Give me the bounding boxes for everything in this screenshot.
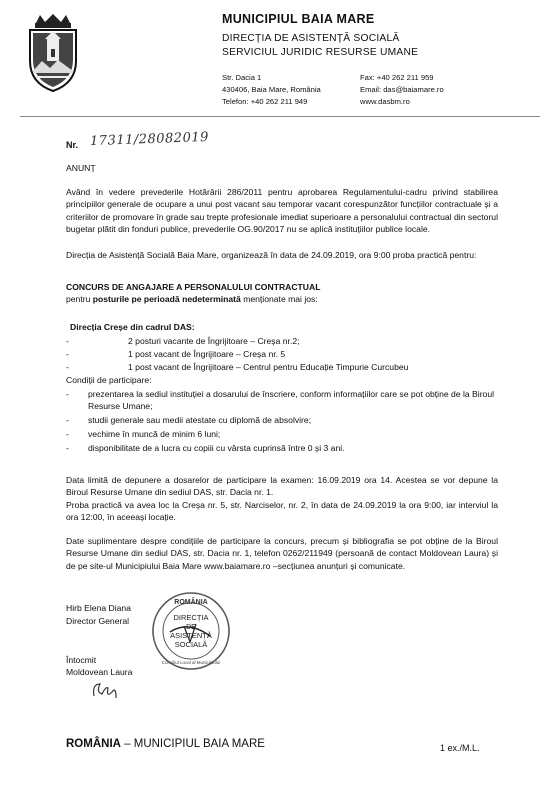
contest-subtitle-bold: posturile pe perioadă nedeterminată bbox=[92, 294, 241, 304]
post-item-text: 1 post vacant de Îngrijitoare – Centrul pentru Educație Timpurie Curcubeu bbox=[128, 362, 409, 372]
directorate-pre: Direcția bbox=[70, 322, 104, 332]
fax-line: Fax: +40 262 211 959 bbox=[360, 73, 434, 82]
conditions-label: Condiții de participare: bbox=[66, 375, 152, 385]
org-title: MUNICIPIUL BAIA MARE bbox=[222, 12, 375, 26]
footer-title-rest: – MUNICIPIUL BAIA MARE bbox=[120, 738, 265, 750]
condition-text: vechime în muncă de minim 6 luni; bbox=[88, 429, 221, 439]
address-line: Telefon: +40 262 211 949 bbox=[222, 97, 308, 106]
address-line: 430406, Baia Mare, România bbox=[222, 85, 321, 94]
practical-test-paragraph: Proba practică va avea loc la Creșa nr. 5, str. Narciselor, nr. 2, în data de 24.09.2019 la ora 9:00, iar interviul la ora 12:00, în aceeași locație. bbox=[66, 500, 498, 523]
department-name: DIRECȚIA DE ASISTENȚĂ SOCIALĂ bbox=[222, 33, 400, 44]
svg-text:DIRECȚIA: DIRECȚIA bbox=[173, 613, 209, 622]
registration-number-label: Nr. bbox=[66, 140, 79, 150]
service-name: SERVICIUL JURIDIC RESURSE UMANE bbox=[222, 47, 419, 58]
signatory-name: Hirb Elena Diana bbox=[66, 603, 131, 613]
prepared-by-name: Moldovean Laura bbox=[66, 667, 133, 677]
organizer-paragraph: Direcția de Asistență Socială Baia Mare, organizează în data de 24.09.2019, ora 9:00 proba practică pentru: bbox=[66, 250, 477, 260]
contest-subtitle-post: menționate mai jos: bbox=[240, 294, 318, 304]
intro-paragraph: Având în vedere prevederile Hotărârii 286/2011 pentru aprobarea Regulamentului-cadru privind stabilirea principiilor generale de ocupare a unui post vacant sau temporar vacant corespunzător funcțiilor contractuale și a criteriilor de promovare în grade sau trepte profesionale imediat superioare a personalului contractual din sectorul bugetar plătit din fonduri publice, prevederile OG.90/2017 nu se aplică instituțiilor publice locale. bbox=[66, 187, 498, 235]
svg-text:Consiliul Local al Municipiulu: Consiliul Local al Municipiului bbox=[161, 660, 221, 665]
condition-text: disponibilitate de a lucra cu copiii cu vârsta cuprinsă între 0 și 3 ani. bbox=[88, 443, 345, 453]
signatory-role: Director General bbox=[66, 616, 130, 626]
condition-text: studii generale sau medii atestate cu diplomă de absolvire; bbox=[88, 415, 312, 425]
post-item: - 1 post vacant de Îngrijitoare – Creșa nr. 5 bbox=[66, 349, 286, 359]
address-line: Str. Dacia 1 bbox=[222, 73, 262, 82]
deadline-paragraph: Data limită de depunere a dosarelor de participare la examen: 16.09.2019 ora 14. Acestea se vor depune la Biroul Resurse Umane din sediul DAS, str. Dacia nr. 1. bbox=[66, 475, 498, 498]
header-divider bbox=[20, 116, 540, 117]
contact-block bbox=[360, 72, 444, 108]
condition-item: - prezentarea la sediul instituției a dosarului de înscriere, conform informațiilor care se pot obține de la Biroul Resurse Umane; bbox=[66, 388, 506, 413]
announcement-heading: ANUNȚ bbox=[66, 163, 96, 173]
svg-text:ASISTENȚĂ: ASISTENȚĂ bbox=[170, 631, 212, 640]
municipal-crest-icon bbox=[22, 13, 84, 93]
post-item: - 1 post vacant de Îngrijitoare – Centrul pentru Educație Timpurie Curcubeu bbox=[66, 362, 409, 372]
contest-subtitle bbox=[66, 293, 318, 305]
post-item-text: 1 post vacant de Îngrijitoare – Creșa nr. 5 bbox=[128, 349, 286, 359]
svg-text:DE: DE bbox=[186, 624, 196, 631]
condition-item: - vechime în muncă de minim 6 luni; bbox=[66, 429, 221, 439]
footer-title-bold: ROMÂNIA bbox=[66, 738, 121, 750]
condition-item: - disponibilitate de a lucra cu copiii cu vârsta cuprinsă între 0 și 3 ani. bbox=[66, 443, 345, 453]
footer-title bbox=[66, 738, 265, 750]
prepared-by-label: Întocmit bbox=[66, 655, 97, 665]
post-item: - 2 posturi vacante de Îngrijitoare – Creșa nr.2; bbox=[66, 336, 300, 346]
contest-title: CONCURS DE ANGAJARE A PERSONALULUI CONTRACTUAL bbox=[66, 282, 321, 292]
website-line: www.dasbm.ro bbox=[360, 97, 410, 106]
address-block bbox=[222, 72, 321, 108]
official-stamp-icon bbox=[150, 590, 232, 672]
directorate-bold: Creșe din cadrul DAS: bbox=[103, 322, 195, 332]
svg-text:SOCIALĂ: SOCIALĂ bbox=[174, 640, 208, 649]
copies-note: 1 ex./M.L. bbox=[440, 743, 480, 753]
contest-subtitle-pre: pentru bbox=[66, 294, 93, 304]
post-item-text: 2 posturi vacante de Îngrijitoare – Creșa nr.2; bbox=[128, 336, 300, 346]
svg-text:ROMÂNIA: ROMÂNIA bbox=[174, 599, 208, 606]
handwritten-signature-icon bbox=[90, 678, 120, 704]
condition-item: - studii generale sau medii atestate cu diplomă de absolvire; bbox=[66, 415, 312, 425]
additional-info-paragraph: Date suplimentare despre condițiile de participare la concurs, precum și bibliografia se pot obține de la Biroul Resurse Umane din sediul DAS, str. Dacia nr. 1, telefon 0262/211949 (persoană de contact Moldovean Laura) și de pe site-ul Municipiului Baia Mare www.baiamare.ro –secțiunea anunțuri și comunicate. bbox=[66, 536, 498, 571]
directorate-line bbox=[70, 321, 195, 333]
email-line: Email: das@baiamare.ro bbox=[360, 85, 444, 94]
registration-number-handwritten: 17311/28082019 bbox=[89, 129, 210, 150]
condition-text: prezentarea la sediul instituției a dosarului de înscriere, conform informațiilor care se pot obține de la Biroul Resurse Umane; bbox=[88, 389, 495, 412]
